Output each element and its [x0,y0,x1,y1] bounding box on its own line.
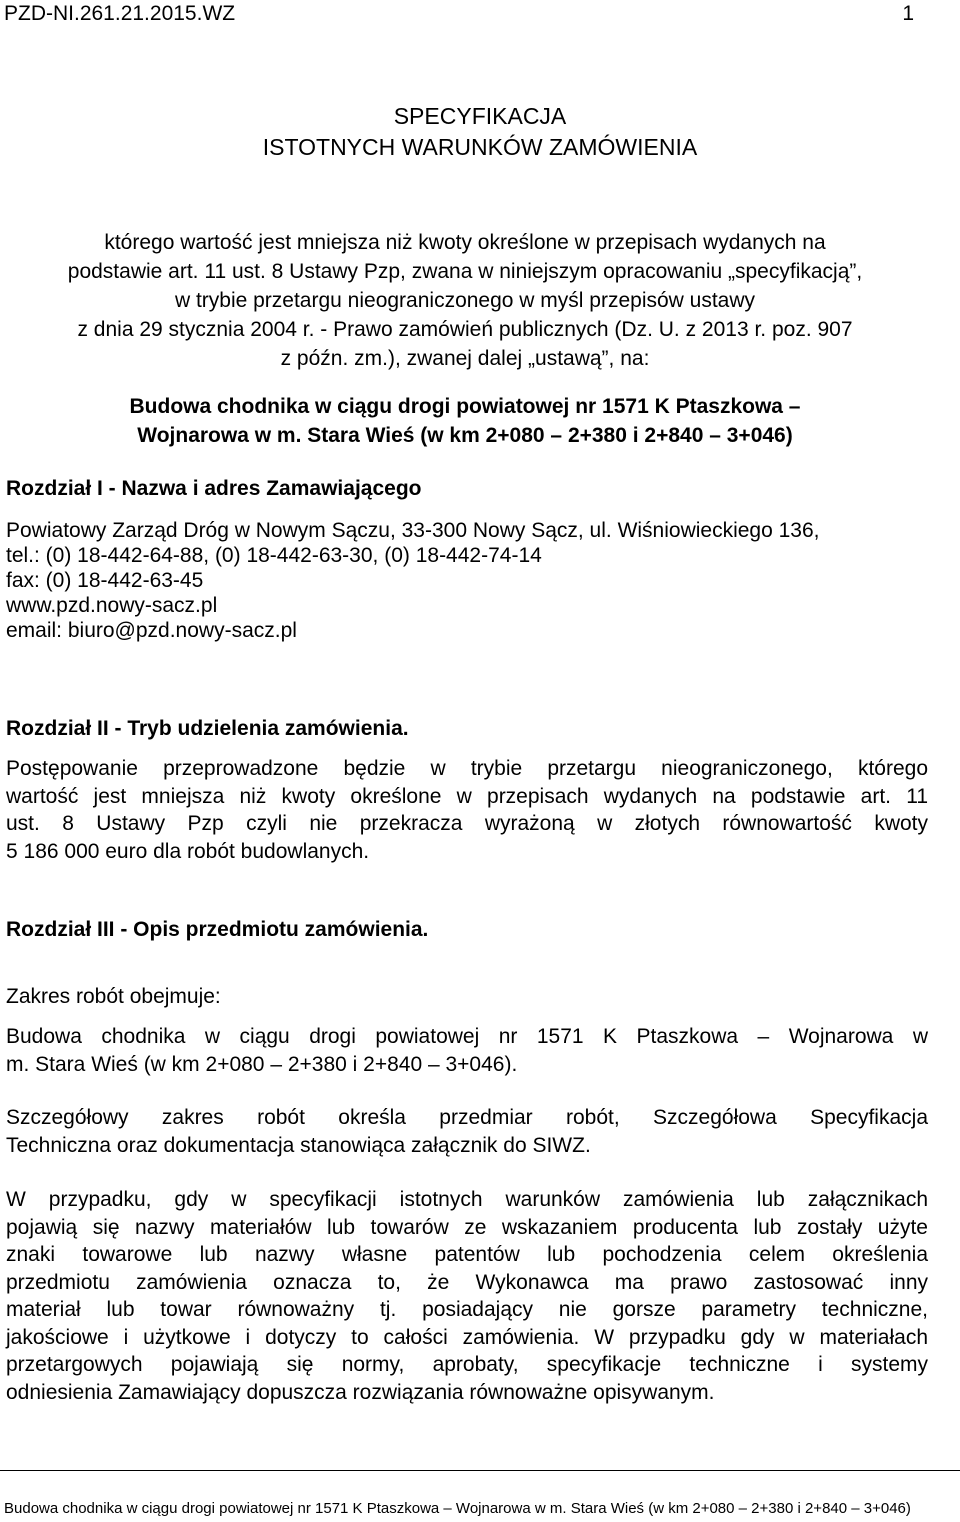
scope-paragraph [6,1023,928,1078]
paragraph-line: ust. 8 Ustawy Pzp czyli nie przekracza wyrażoną w złotych równowartość kwoty [6,812,928,835]
intro-line: którego wartość jest mniejsza niż kwoty określone w przepisach wydanych na [104,231,826,254]
detail-paragraph [6,1104,928,1159]
email-line: email: biuro@pzd.nowy-sacz.pl [6,619,297,642]
procedure-paragraph [6,755,928,865]
chapter-2-heading: Rozdział II - Tryb udzielenia zamówienia. [6,717,409,740]
document-id: PZD-NI.261.21.2015.WZ [4,2,236,25]
paragraph-line: materiał lub towar równoważny tj. posiadający nie gorsze parametry techniczne, [6,1298,928,1321]
document-title [0,101,960,163]
paragraph-line: Budowa chodnika w ciągu drogi powiatowej nr 1571 K Ptaszkowa – Wojnarowa w [6,1025,928,1048]
contracting-authority-address [6,518,820,643]
paragraph-line: wartość jest mniejsza niż kwoty określone w przepisach wydanych na podstawie art. 11 [6,784,928,808]
scope-label: Zakres robót obejmuje: [6,985,221,1008]
title-line-1: SPECYFIKACJA [393,103,567,129]
paragraph-line: przedmiotu zamówienia oznacza to, że Wykonawca ma prawo zastosować inny [6,1270,928,1294]
paragraph-line: m. Stara Wieś (w km 2+080 – 2+380 i 2+840 – 3+046). [6,1052,518,1076]
contract-subject [0,392,930,450]
paragraph-line: znaki towarowe lub nazwy własne patentów lub pochodzenia celem określenia [6,1243,928,1266]
subject-line: Budowa chodnika w ciągu drogi powiatowej nr 1571 K Ptaszkowa – [129,395,801,418]
website-line: www.pzd.nowy-sacz.pl [6,594,218,617]
intro-line: z późn. zm.), zwanej dalej „ustawą”, na: [280,347,650,370]
chapter-1-heading: Rozdział I - Nazwa i adres Zamawiającego [6,477,422,500]
paragraph-line: odniesienia Zamawiający dopuszcza rozwiązania równoważne opisywanym. [6,1380,715,1404]
page-number: 1 [902,2,914,25]
footer-divider [0,1470,960,1471]
chapter-3-heading: Rozdział III - Opis przedmiotu zamówienia. [6,918,429,941]
page-footer: Budowa chodnika w ciągu drogi powiatowej nr 1571 K Ptaszkowa – Wojnarowa w m. Stara Wieś (w km 2+080 – 2+380 i 2+840 – 3+046) [4,1500,911,1517]
intro-paragraph [0,228,930,373]
intro-line: podstawie art. 11 ust. 8 Ustawy Pzp, zwana w niniejszym opracowaniu „specyfikacją”, [67,260,863,283]
address-line: Powiatowy Zarząd Dróg w Nowym Sączu, 33-300 Nowy Sącz, ul. Wiśniowieckiego 136, [6,519,820,542]
title-line-2: ISTOTNYCH WARUNKÓW ZAMÓWIENIA [262,134,698,160]
materials-paragraph [6,1186,928,1406]
subject-line: Wojnarowa w m. Stara Wieś (w km 2+080 – 2+380 i 2+840 – 3+046) [137,424,793,447]
paragraph-line: Techniczna oraz dokumentacja stanowiąca załącznik do SIWZ. [6,1133,591,1157]
fax-line: fax: (0) 18-442-63-45 [6,569,204,592]
intro-line: w trybie przetargu nieograniczonego w myśl przepisów ustawy [174,289,756,312]
phone-line: tel.: (0) 18-442-64-88, (0) 18-442-63-30, (0) 18-442-74-14 [6,544,542,567]
paragraph-line: jakościowe i użytkowe i dotyczy to całości zamówienia. W przypadku gdy w materiałach [6,1325,928,1349]
paragraph-line: 5 186 000 euro dla robót budowlanych. [6,839,370,863]
paragraph-line: Postępowanie przeprowadzone będzie w trybie przetargu nieograniczonego, którego [6,757,928,780]
paragraph-line: W przypadku, gdy w specyfikacji istotnych warunków zamówienia lub załącznikach [6,1188,928,1211]
paragraph-line: przetargowych pojawiają się normy, aprobaty, specyfikacje techniczne i systemy [6,1353,928,1376]
paragraph-line: pojawią się nazwy materiałów lub towarów ze wskazaniem producenta lub zostały użyte [6,1215,928,1239]
paragraph-line: Szczegółowy zakres robót określa przedmiar robót, Szczegółowa Specyfikacja [6,1106,928,1129]
intro-line: z dnia 29 stycznia 2004 r. - Prawo zamówień publicznych (Dz. U. z 2013 r. poz. 907 [77,318,853,341]
